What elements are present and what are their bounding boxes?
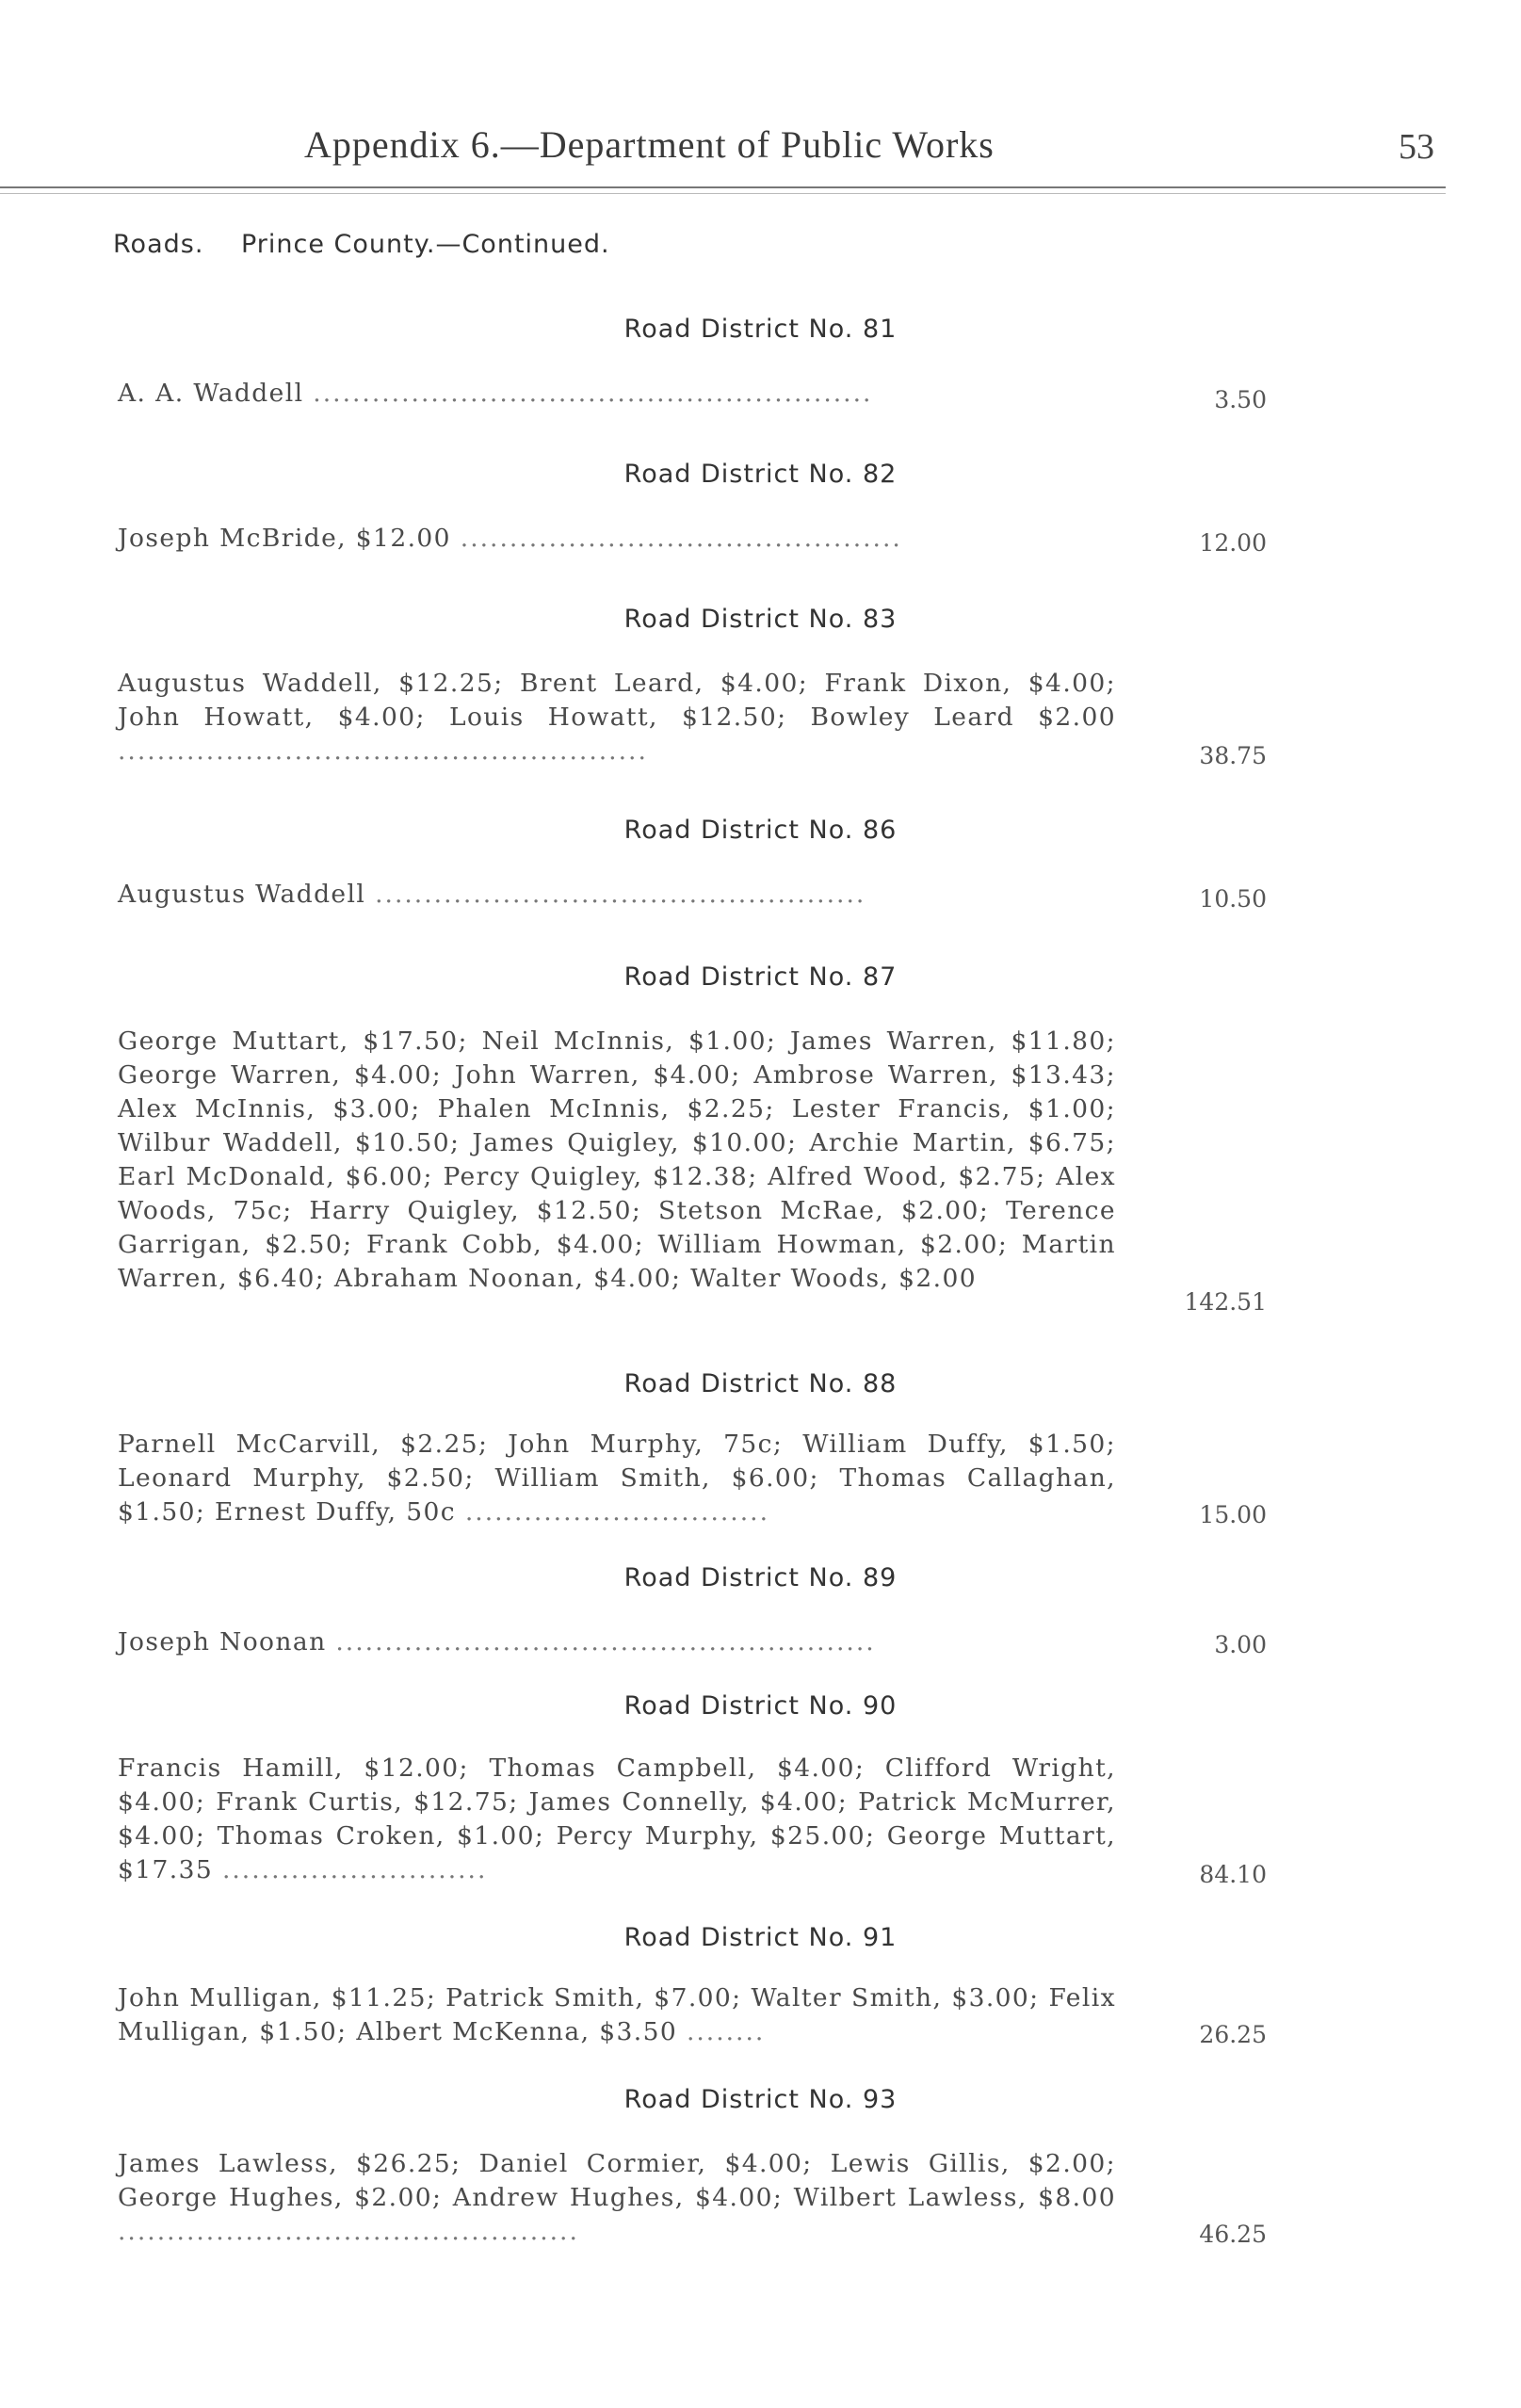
district-entry: Francis Hamill, $12.00; Thomas Campbell, $4.00; Clifford Wright, $4.00; Frank Curtis, $12.75; James Connelly, $4.00; Patrick McMurrer, $4.00; Thomas Croken, $1.00; Percy Murphy, $25.00; George Muttart, $17.35 ...........................	[118, 1753, 1116, 1884]
district-title: Road District No. 88	[623, 1369, 898, 1398]
district-title: Road District No. 93	[623, 2085, 898, 2114]
page-number: 53	[1399, 127, 1434, 167]
district-title: Road District No. 90	[623, 1691, 898, 1721]
district-entry: John Mulligan, $11.25; Patrick Smith, $7.00; Walter Smith, $3.00; Felix Mulligan, $1.50; Albert McKenna, $3.50 ........	[118, 1983, 1116, 2046]
district-total: 84.10	[1199, 1861, 1267, 1888]
entry-text: Augustus Waddell, $12.25; Brent Leard, $4.00; Frank Dixon, $4.00; John Howatt, $4.00; Louis Howatt, $12.50; Bowley Leard $2.00	[118, 669, 1116, 732]
district-total: 12.00	[1199, 529, 1267, 557]
running-title: Appendix 6.—Department of Public Works	[304, 123, 995, 166]
district-total: 26.25	[1199, 2021, 1267, 2048]
district-total: 3.50	[1214, 386, 1267, 413]
district-total: 15.00	[1199, 1501, 1267, 1528]
header-rule-thin	[0, 193, 1446, 194]
entry-text: James Lawless, $26.25; Daniel Cormier, $4.00; Lewis Gillis, $2.00; George Hughes, $2.00; Andrew Hughes, $4.00; Wilbert Lawless, $8.00	[118, 2149, 1116, 2212]
district-title: Road District No. 82	[623, 460, 898, 489]
district-total: 142.51	[1184, 1288, 1267, 1316]
district-entry: Joseph McBride, $12.00 .............................................	[118, 524, 902, 553]
entry-text: John Mulligan, $11.25; Patrick Smith, $7.00; Walter Smith, $3.00; Felix Mulligan, $1.50; Albert McKenna, $3.50	[118, 1983, 1116, 2046]
district-title: Road District No. 91	[623, 1923, 898, 1952]
district-total: 3.00	[1214, 1631, 1267, 1658]
entry-text: Francis Hamill, $12.00; Thomas Campbell, $4.00; Clifford Wright, $4.00; Frank Curtis, $12.75; James Connelly, $4.00; Patrick McMurrer, $4.00; Thomas Croken, $1.00; Percy Murphy, $25.00; George Muttart, $17.35	[118, 1753, 1116, 1884]
district-total: 46.25	[1199, 2221, 1267, 2248]
district-entry: Augustus Waddell, $12.25; Brent Leard, $4.00; Frank Dixon, $4.00; John Howatt, $4.00; Louis Howatt, $12.50; Bowley Leard $2.00 ......................................................	[118, 669, 1116, 766]
district-title: Road District No. 83	[623, 605, 898, 634]
district-entry: Joseph Noonan .......................................................	[118, 1627, 876, 1657]
district-entry: A. A. Waddell .........................................................	[118, 379, 873, 408]
district-title: Road District No. 81	[623, 315, 898, 344]
district-entry: Parnell McCarvill, $2.25; John Murphy, 75c; William Duffy, $1.50; Leonard Murphy, $2.50; William Smith, $6.00; Thomas Callaghan, $1.50; Ernest Duffy, 50c ...............................	[118, 1430, 1116, 1527]
district-title: Road District No. 87	[623, 962, 898, 992]
district-entry: Augustus Waddell ..................................................	[118, 880, 866, 909]
district-entry	[118, 1025, 1116, 1296]
page-header	[0, 122, 1521, 179]
running-head	[113, 230, 610, 259]
entry-text: Joseph McBride, $12.00	[118, 524, 451, 553]
entry-text: Parnell McCarvill, $2.25; John Murphy, 75c; William Duffy, $1.50; Leonard Murphy, $2.50; William Smith, $6.00; Thomas Callaghan, $1.50; Ernest Duffy, 50c	[118, 1430, 1116, 1527]
entry-text: Augustus Waddell	[118, 880, 366, 909]
district-entry: James Lawless, $26.25; Daniel Cormier, $4.00; Lewis Gillis, $2.00; George Hughes, $2.00; Andrew Hughes, $4.00; Wilbert Lawless, $8.00 ...............................................	[118, 2149, 1116, 2246]
header-rule	[0, 186, 1446, 188]
section-label: Roads.	[113, 230, 204, 259]
county-label: Prince County.—Continued.	[241, 230, 610, 259]
entry-text: Joseph Noonan	[118, 1627, 327, 1657]
entry-text: A. A. Waddell	[118, 379, 304, 408]
district-title: Road District No. 89	[623, 1563, 898, 1592]
district-total: 10.50	[1199, 885, 1267, 913]
entry-text: George Muttart, $17.50; Neil McInnis, $1.00; James Warren, $11.80; George Warren, $4.00; John Warren, $4.00; Ambrose Warren, $13.43; Alex McInnis, $3.00; Phalen McInnis, $2.25; Lester Francis, $1.00; Wilbur Waddell, $10.50; James Quigley, $10.00; Archie Martin, $6.75; Earl McDonald, $6.00; Percy Quigley, $12.38; Alfred Wood, $2.75; Alex Woods, 75c; Harry Quigley, $12.50; Stetson McRae, $2.00; Terence Garrigan, $2.50; Frank Cobb, $4.00; William Howman, $2.00; Martin Warren, $6.40; Abraham Noonan, $4.00; Walter Woods, $2.00	[118, 1026, 1116, 1293]
district-total: 38.75	[1199, 742, 1267, 769]
district-title: Road District No. 86	[623, 816, 898, 845]
